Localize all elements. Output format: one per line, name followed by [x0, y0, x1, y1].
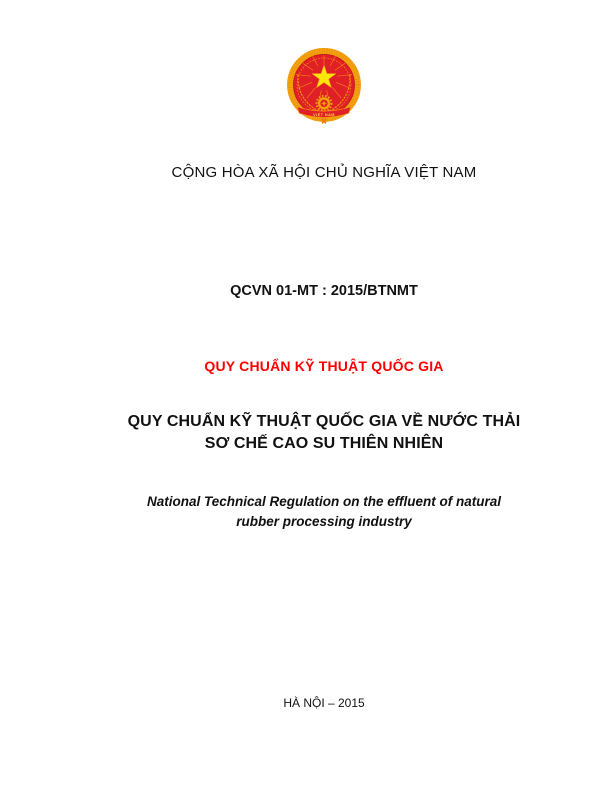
document-title-vi-line1: QUY CHUẨN KỸ THUẬT QUỐC GIA VỀ NƯỚC THẢI: [127, 413, 521, 430]
category-title: QUY CHUẨN KỸ THUẬT QUỐC GIA: [204, 358, 444, 374]
document-title-en-line1: National Technical Regulation on the effluent of natural: [146, 494, 502, 509]
document-code: QCVN 01-MT : 2015/BTNMT: [230, 283, 418, 299]
place-year: HÀ NỘI – 2015: [283, 696, 365, 710]
emblem-banner-text: VIỆT NAM: [313, 112, 335, 117]
document-title-vi-line2: SƠ CHẾ CAO SU THIÊN NHIÊN: [204, 435, 444, 452]
document-title-en: [88, 492, 560, 531]
document-title-vi: [88, 411, 560, 455]
emblem-ribbon-tail: [321, 118, 327, 124]
document-title-en-line2: rubber processing industry: [236, 513, 412, 529]
vietnam-national-emblem-icon: [287, 48, 361, 127]
emblem-container: [88, 48, 560, 132]
country-title: CỘNG HÒA XÃ HỘI CHỦ NGHĨA VIỆT NAM: [171, 164, 477, 181]
